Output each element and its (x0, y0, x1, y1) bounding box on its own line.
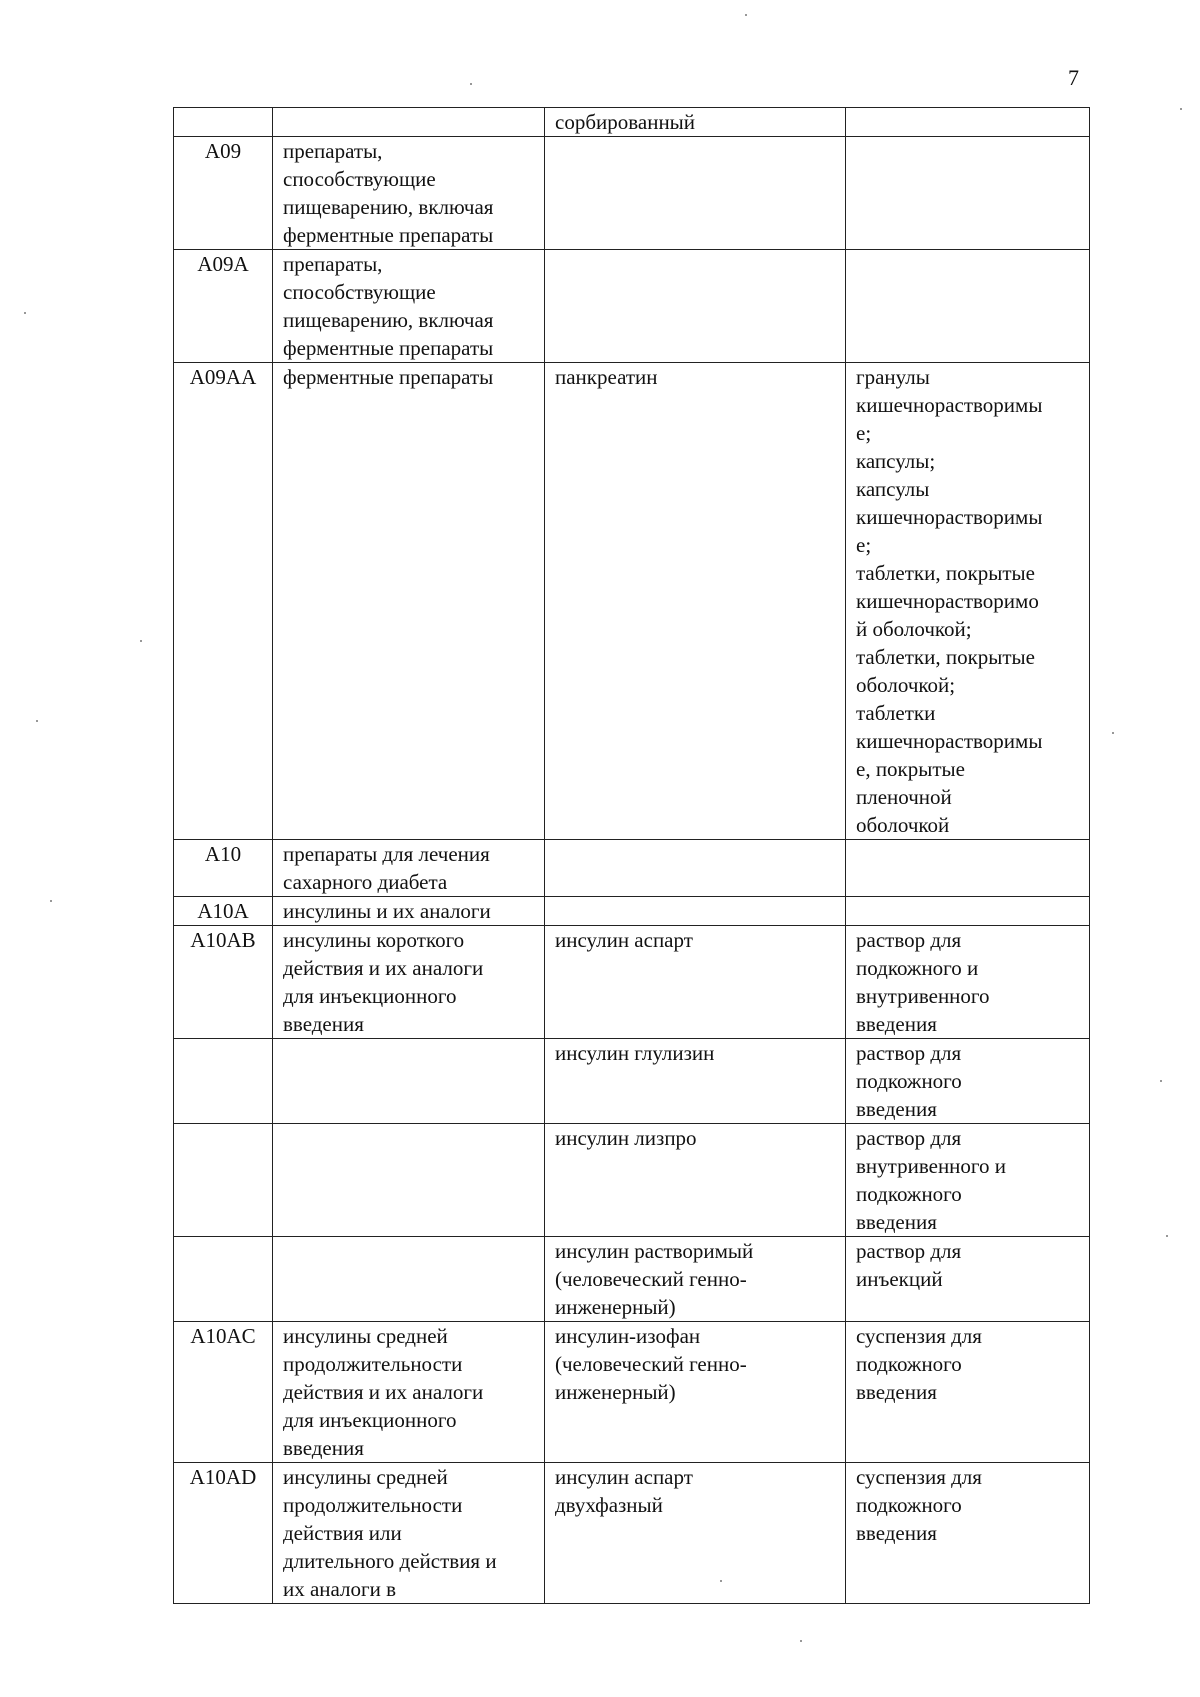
atc-code-cell: A10AB (174, 926, 273, 1039)
drug-cell (545, 840, 846, 897)
drug-table (173, 107, 1090, 1604)
group-cell: препараты для лечения сахарного диабета (273, 840, 545, 897)
dosage-form-cell: суспензия для подкожного введения (846, 1463, 1090, 1604)
scan-speck (1160, 1080, 1162, 1082)
scan-speck (1166, 1235, 1168, 1237)
dosage-form-cell: гранулы кишечнорастворимы е; капсулы; капсулы кишечнорастворимы е; таблетки, покрытые кишечнорастворимо й оболочкой; таблетки, покрытые оболочкой; таблетки кишечнорастворимы е, покрытые пленочной оболочкой (846, 363, 1090, 840)
drug-cell (545, 250, 846, 363)
table-row (174, 108, 1090, 137)
table-row (174, 926, 1090, 1039)
scan-speck (24, 312, 26, 314)
atc-code-cell: A09AA (174, 363, 273, 840)
group-cell: препараты, способствующие пищеварению, включая ферментные препараты (273, 137, 545, 250)
dosage-form-cell: раствор для подкожного введения (846, 1039, 1090, 1124)
drug-cell (545, 897, 846, 926)
table-row (174, 897, 1090, 926)
table-row (174, 1322, 1090, 1463)
group-cell: инсулины средней продолжительности действия и их аналоги для инъекционного введения (273, 1322, 545, 1463)
table-row (174, 840, 1090, 897)
table-row (174, 1463, 1090, 1604)
dosage-form-cell (846, 137, 1090, 250)
drug-cell: инсулин растворимый (человеческий генно- инженерный) (545, 1237, 846, 1322)
table-row (174, 1237, 1090, 1322)
group-cell: инсулины короткого действия и их аналоги для инъекционного введения (273, 926, 545, 1039)
atc-code-cell (174, 1237, 273, 1322)
drug-cell: инсулин аспарт двухфазный (545, 1463, 846, 1604)
group-cell (273, 108, 545, 137)
scan-speck (745, 14, 747, 16)
page-number: 7 (1068, 65, 1079, 90)
atc-code-cell (174, 108, 273, 137)
scan-speck (36, 720, 38, 722)
group-cell: инсулины средней продолжительности действия или длительного действия и их аналоги в (273, 1463, 545, 1604)
drug-cell: инсулин глулизин (545, 1039, 846, 1124)
scan-speck (470, 83, 472, 85)
scan-speck (50, 900, 52, 902)
group-cell: инсулины и их аналоги (273, 897, 545, 926)
atc-code-cell: A10 (174, 840, 273, 897)
scan-speck (800, 1640, 802, 1642)
group-cell (273, 1124, 545, 1237)
dosage-form-cell (846, 840, 1090, 897)
scan-speck (1112, 732, 1114, 734)
table-row (174, 137, 1090, 250)
drug-cell: сорбированный (545, 108, 846, 137)
atc-code-cell: A09 (174, 137, 273, 250)
atc-code-cell: A10A (174, 897, 273, 926)
drug-cell: инсулин-изофан (человеческий генно- инженерный) (545, 1322, 846, 1463)
table-row (174, 1039, 1090, 1124)
table-row (174, 250, 1090, 363)
drug-cell (545, 137, 846, 250)
scan-speck (140, 640, 142, 642)
atc-code-cell (174, 1124, 273, 1237)
group-cell: препараты, способствующие пищеварению, включая ферментные препараты (273, 250, 545, 363)
dosage-form-cell: раствор для подкожного и внутривенного введения (846, 926, 1090, 1039)
drug-cell: инсулин аспарт (545, 926, 846, 1039)
dosage-form-cell: суспензия для подкожного введения (846, 1322, 1090, 1463)
table-row (174, 1124, 1090, 1237)
dosage-form-cell: раствор для инъекций (846, 1237, 1090, 1322)
scan-speck (1180, 108, 1182, 110)
atc-code-cell: A10AD (174, 1463, 273, 1604)
drug-cell: панкреатин (545, 363, 846, 840)
group-cell (273, 1237, 545, 1322)
dosage-form-cell (846, 897, 1090, 926)
group-cell: ферментные препараты (273, 363, 545, 840)
atc-code-cell (174, 1039, 273, 1124)
atc-code-cell: A10AC (174, 1322, 273, 1463)
table-row (174, 363, 1090, 840)
group-cell (273, 1039, 545, 1124)
dosage-form-cell: раствор для внутривенного и подкожного введения (846, 1124, 1090, 1237)
atc-code-cell: A09A (174, 250, 273, 363)
scan-speck (720, 1580, 722, 1582)
dosage-form-cell (846, 250, 1090, 363)
dosage-form-cell (846, 108, 1090, 137)
drug-cell: инсулин лизпро (545, 1124, 846, 1237)
